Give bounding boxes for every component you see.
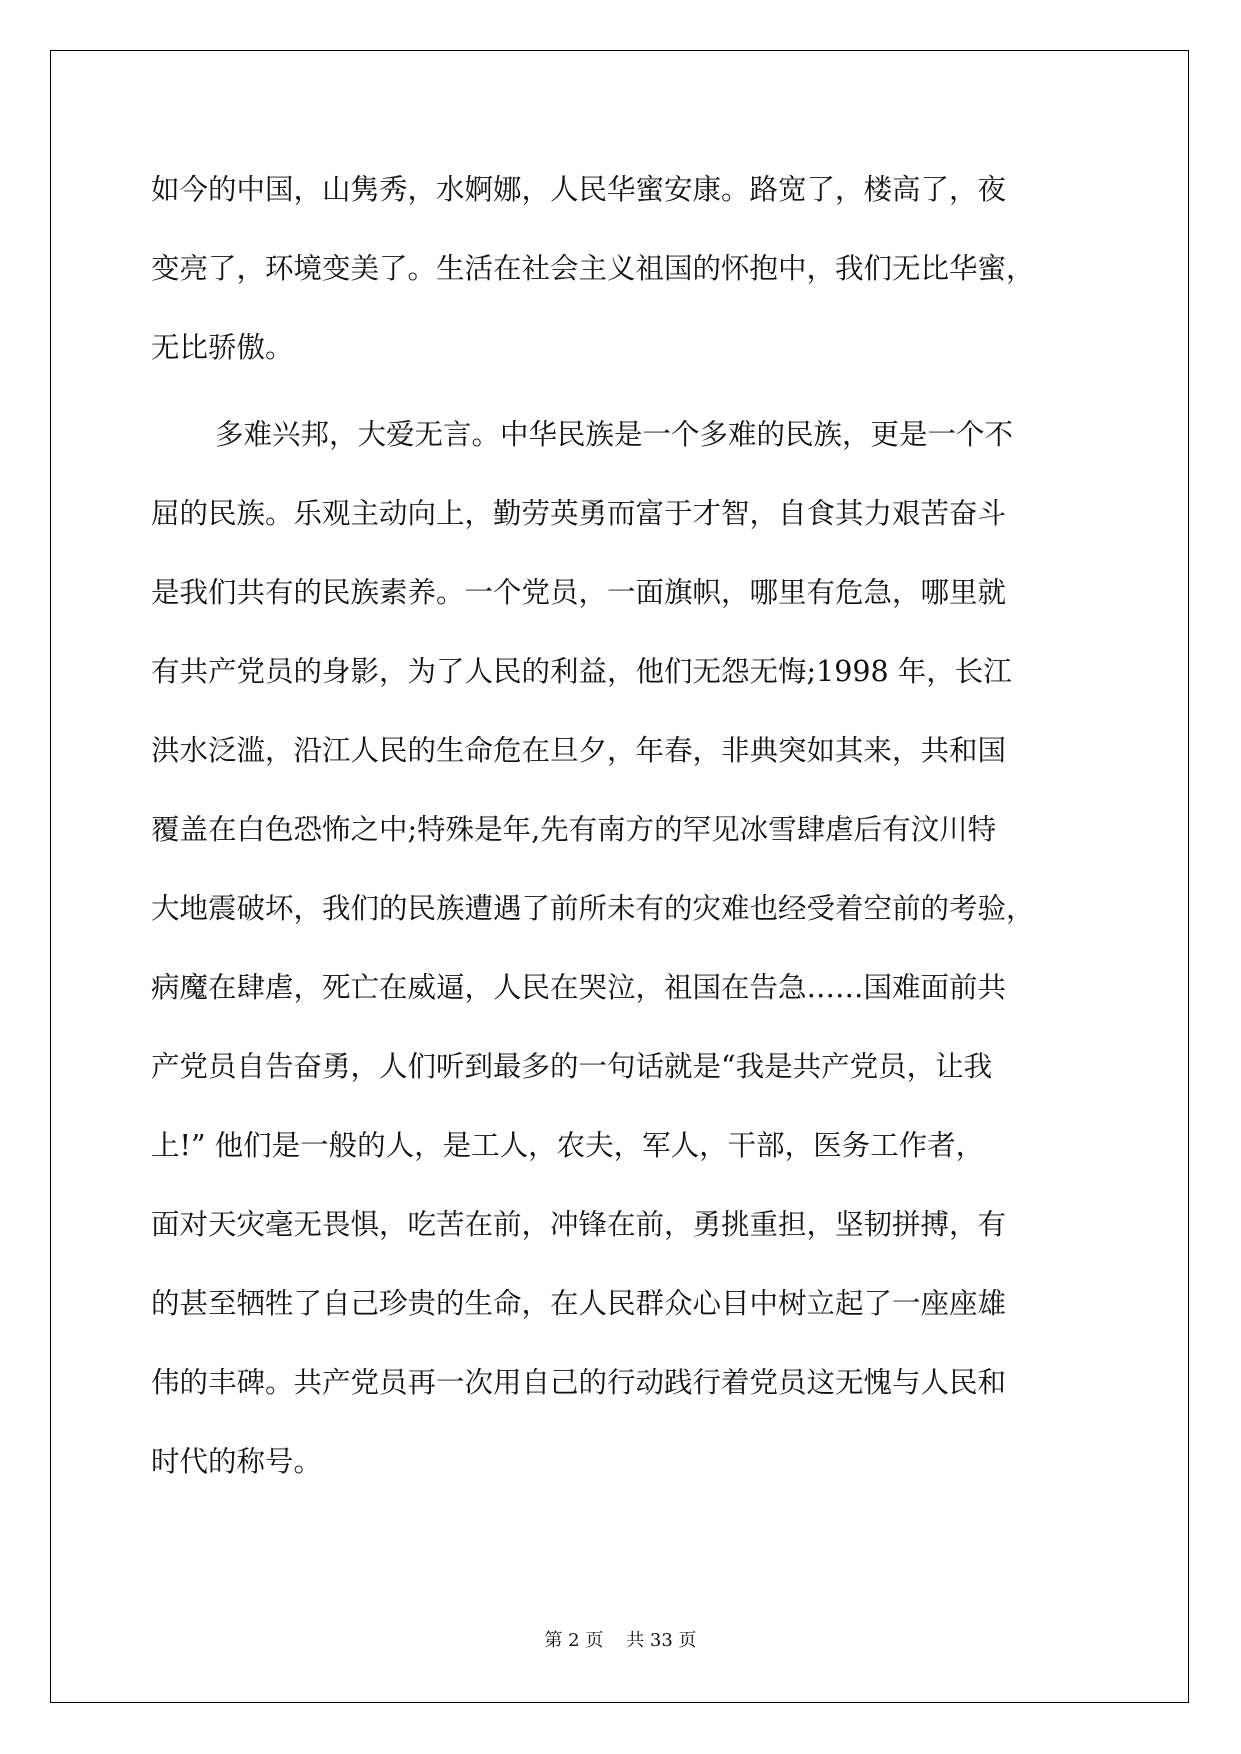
- page-number-footer: 第 2 页 共 33 页: [544, 1630, 697, 1651]
- paragraph-2-line-2: 屈的民族。乐观主动向上，勤劳英勇而富于才智，自食其力艰苦奋斗: [151, 497, 1007, 530]
- paragraph-1-line-3: 无比骄傲。: [151, 331, 294, 364]
- paragraph-2-line-3: 是我们共有的民族素养。一个党员，一面旗帜，哪里有危急，哪里就: [151, 576, 1007, 609]
- paragraph-2-line-10: 上!” 他们是一般的人，是工人，农夫，军人，干部，医务工作者，: [151, 1129, 985, 1162]
- paragraph-2-line-11: 面对天灾毫无畏惧，吃苦在前，冲锋在前，勇挑重担，坚韧拼搏，有: [151, 1208, 1007, 1241]
- paragraph-2-line-4: 有共产党员的身影，为了人民的利益，他们无怨无悔;1998 年，长江: [151, 655, 1012, 688]
- paragraph-2-line-9: 产党员自告奋勇，人们听到最多的一句话就是“我是共产党员，让我: [151, 1050, 993, 1083]
- paragraph-2-line-13: 伟的丰碑。共产党员再一次用自己的行动践行着党员这无愧与人民和: [151, 1366, 1007, 1399]
- paragraph-2-line-12: 的甚至牺牲了自己珍贵的生命，在人民群众心目中树立起了一座座雄: [151, 1287, 1007, 1320]
- paragraph-2-line-1: 多难兴邦，大爱无言。中华民族是一个多难的民族，更是一个不: [215, 418, 1014, 451]
- paragraph-2-line-8: 病魔在肆虐，死亡在威逼，人民在哭泣，祖国在告急……国难面前共: [151, 971, 1007, 1004]
- paragraph-2-line-7: 大地震破坏，我们的民族遭遇了前所未有的灾难也经受着空前的考验，: [151, 892, 1035, 925]
- paragraph-1-line-2: 变亮了，环境变美了。生活在社会主义祖国的怀抱中，我们无比华蜜，: [151, 252, 1035, 285]
- paragraph-2-line-6: 覆盖在白色恐怖之中;特殊是年,先有南方的罕见冰雪肆虐后有汶川特: [151, 813, 997, 846]
- paragraph-2-line-5: 洪水泛滥，沿江人民的生命危在旦夕，年春，非典突如其来，共和国: [151, 734, 1007, 767]
- paragraph-1-line-1: 如今的中国，山隽秀，水婀娜，人民华蜜安康。路宽了，楼高了，夜: [151, 173, 1007, 206]
- paragraph-2-line-14: 时代的称号。: [151, 1445, 323, 1478]
